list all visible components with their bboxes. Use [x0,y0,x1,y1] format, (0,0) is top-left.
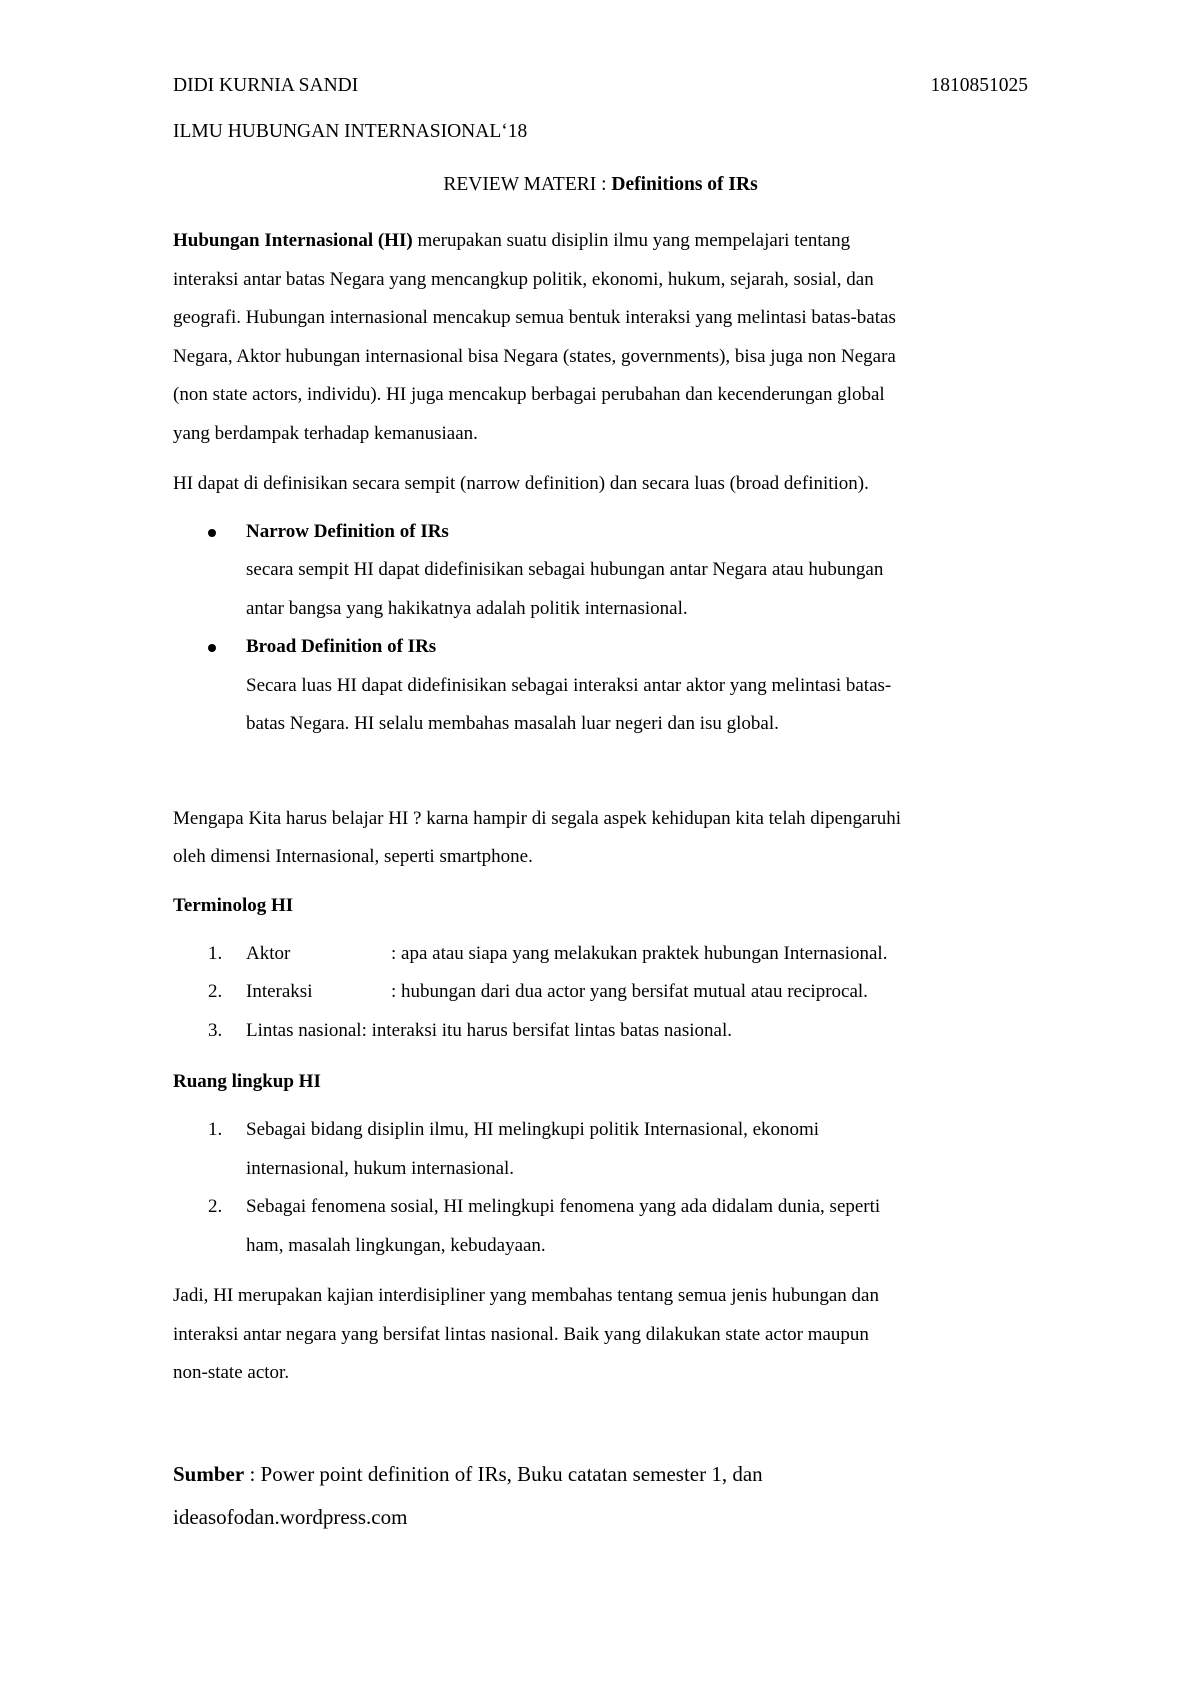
intro-line-5: (non state actors, individu). HI juga mencakup berbagai perubahan dan kecenderungan global [173,384,885,405]
list-item [173,1188,1028,1265]
list-number: 3. [208,1019,223,1041]
why-line-1: Mengapa Kita harus belajar HI ? karna hampir di segala aspek kehidupan kita telah dipengaruhi [173,807,902,829]
list-item [173,628,1028,744]
intro-line-3: geografi. Hubungan internasional mencakup semua bentuk interaksi yang melintasi batas-batas [173,307,896,328]
conclusion-paragraph [173,1277,1028,1393]
intro-paragraph [173,222,1028,453]
list-item [173,935,1028,974]
definition-title: Broad Definition of IRs [246,636,437,657]
term-name: Aktor [246,942,291,964]
definition-line: secara sempit HI dapat didefinisikan sebagai hubungan antar Negara atau hubungan [246,559,884,580]
list-number: 1. [208,1119,223,1140]
bullet-icon [208,529,216,537]
terminology-heading: Terminolog HI [173,894,294,916]
term-description: : apa atau siapa yang melakukan praktek hubungan Internasional. [391,942,888,964]
bullet-icon [208,644,216,652]
intro-line-1-text: merupakan suatu disiplin ilmu yang mempelajari tentang [412,230,851,251]
intro-line-1 [173,222,1028,261]
definition-title: Narrow Definition of IRs [246,520,449,542]
list-number: 1. [208,942,223,964]
list-item [173,973,1028,1012]
scope-line: Sebagai bidang disiplin ilmu, HI melingkupi politik Internasional, ekonomi [246,1119,820,1140]
definition-line: antar bangsa yang hakikatnya adalah politik internasional. [246,597,688,619]
list-item [173,1111,1028,1188]
document-title [173,165,1028,205]
source-text: : Power point definition of IRs, Buku catatan semester 1, dan [244,1461,763,1486]
student-id: 1810851025 [930,75,1028,96]
list-item [173,1012,1028,1051]
title-subject: Definitions of IRs [611,174,758,195]
scope-sentence: HI dapat di definisikan secara sempit (narrow definition) dan secara luas (broad definition). [173,473,869,494]
scope-heading: Ruang lingkup HI [173,1071,321,1092]
source-line-1 [173,1453,1028,1496]
intro-line-2: interaksi antar batas Negara yang mencangkup politik, ekonomi, hukum, sejarah, sosial, dan [173,268,874,290]
list-item [173,513,1028,629]
document-page [173,66,1028,1539]
definition-line: Secara luas HI dapat didefinisikan sebagai interaksi antar aktor yang melintasi batas- [246,674,892,696]
scope-line: ham, masalah lingkungan, kebudayaan. [246,1234,546,1256]
scope-list [173,1111,1028,1265]
intro-line-4: Negara, Aktor hubungan internasional bisa Negara (states, governments), bisa juga non Negara [173,345,896,367]
list-number: 2. [208,1196,223,1217]
author-name: DIDI KURNIA SANDI [173,75,359,96]
definition-line: batas Negara. HI selalu membahas masalah luar negeri dan isu global. [246,713,779,734]
conclusion-line-2: interaksi antar negara yang bersifat lintas nasional. Baik yang dilakukan state actor maupun [173,1323,869,1345]
why-paragraph [173,800,1028,877]
definition-list [173,513,1028,744]
scope-line: internasional, hukum internasional. [246,1157,515,1179]
conclusion-line-3: non-state actor. [173,1362,290,1383]
terminology-list [173,935,1028,1051]
source-section [173,1453,1028,1539]
list-number: 2. [208,981,223,1002]
term-name: Lintas nasional [246,1019,362,1041]
term-name: Interaksi [246,981,313,1002]
scope-line: Sebagai fenomena sosial, HI melingkupi fenomena yang ada didalam dunia, seperti [246,1196,881,1217]
conclusion-line-1: Jadi, HI merupakan kajian interdisipliner yang membahas tentang semua jenis hubungan dan [173,1285,879,1306]
term-description: : interaksi itu harus bersifat lintas batas nasional. [361,1019,732,1041]
why-line-2: oleh dimensi Internasional, seperti smartphone. [173,846,533,867]
intro-line-6: yang berdampak terhadap kemanusiaan. [173,422,478,444]
title-prefix: REVIEW MATERI : [443,174,612,195]
author-header [173,66,1028,106]
intro-lead: Hubungan Internasional (HI) [173,230,413,251]
source-label: Sumber [173,1461,245,1486]
term-description: : hubungan dari dua actor yang bersifat mutual atau reciprocal. [391,981,868,1002]
source-line-2: ideasofodan.wordpress.com [173,1504,408,1529]
study-program: ILMU HUBUNGAN INTERNASIONAL‘18 [173,121,528,142]
